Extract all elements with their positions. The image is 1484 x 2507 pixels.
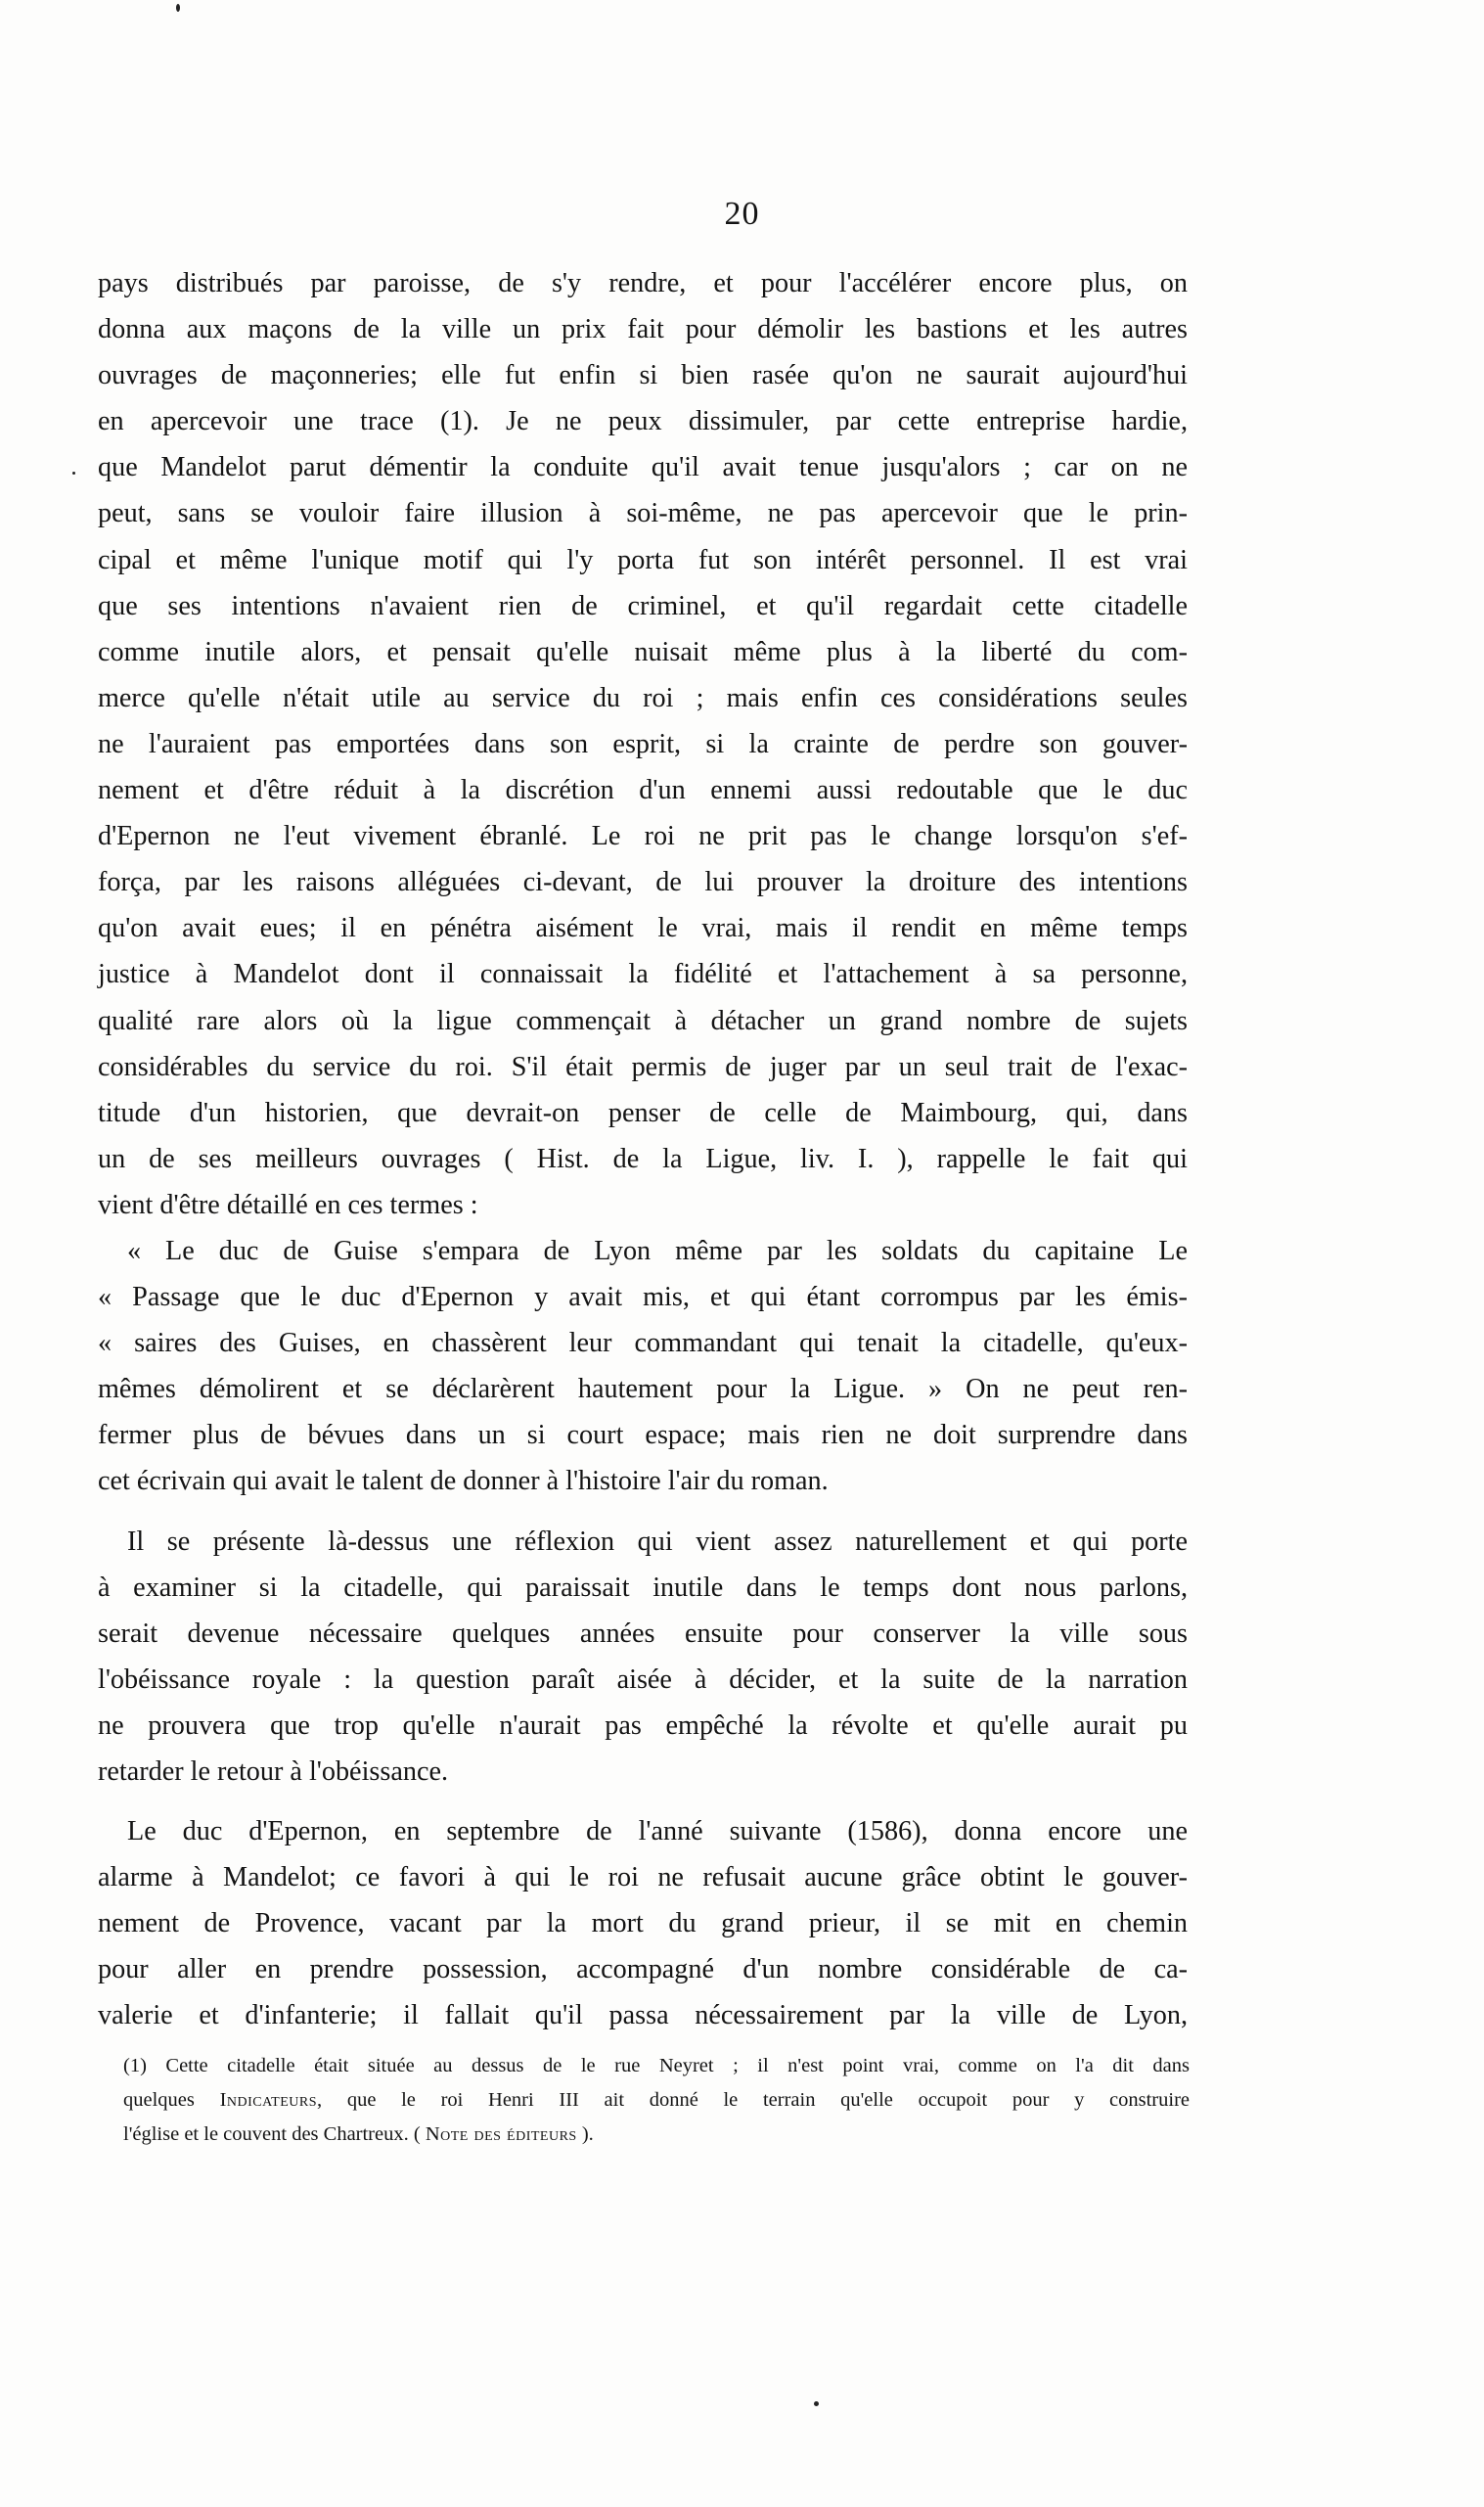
text-line: peut, sans se vouloir faire illusion à soi-même, ne pas apercevoir que le prin- bbox=[98, 498, 1188, 529]
text-line: nement de Provence, vacant par la mort du grand prieur, il se mit en chemin bbox=[98, 1908, 1188, 1939]
footnote bbox=[123, 2049, 1190, 2152]
text-line: alarme à Mandelot; ce favori à qui le roi ne refusait aucune grâce obtint le gouver- bbox=[98, 1862, 1188, 1893]
text-line: à examiner si la citadelle, qui paraissait inutile dans le temps dont nous parlons, bbox=[98, 1572, 1188, 1603]
text-line: vient d'être détaillé en ces termes : bbox=[98, 1189, 478, 1220]
text-line: Il se présente là-dessus une réflexion qui vient assez naturellement et qui porte bbox=[127, 1526, 1188, 1557]
paragraph-gap bbox=[98, 1505, 1188, 1519]
text-line: titude d'un historien, que devrait-on penser de celle de Maimbourg, qui, dans bbox=[98, 1097, 1188, 1128]
text-line: un de ses meilleurs ouvrages ( Hist. de la Ligue, liv. I. ), rappelle le fait qui bbox=[98, 1143, 1188, 1174]
footnote-text: quelques bbox=[123, 2089, 220, 2111]
footnote-text: ). bbox=[576, 2123, 594, 2145]
paragraph-gap bbox=[98, 1795, 1188, 1808]
text-line: valerie et d'infanterie; il fallait qu'il passa nécessairement par la ville de Lyon, bbox=[98, 2000, 1188, 2031]
page-number: 20 bbox=[724, 196, 760, 232]
text-line: fermer plus de bévues dans un si court espace; mais rien ne doit surprendre dans bbox=[98, 1420, 1188, 1451]
text-line: qu'on avait eues; il en pénétra aisément le vrai, mais il rendit en même temps bbox=[98, 913, 1188, 944]
text-line: pour aller en prendre possession, accompagné d'un nombre considérable de ca- bbox=[98, 1954, 1188, 1985]
text-line: nement et d'être réduit à la discrétion d'un ennemi aussi redoutable que le duc bbox=[98, 775, 1188, 806]
quote-line: « saires des Guises, en chassèrent leur commandant qui tenait la citadelle, qu'eux- bbox=[98, 1328, 1188, 1359]
text-line: considérables du service du roi. S'il était permis de juger par un seul trait de l'exac- bbox=[98, 1051, 1188, 1082]
text-line: l'obéissance royale : la question paraît aisée à décider, et la suite de la narration bbox=[98, 1664, 1188, 1695]
scan-speck bbox=[176, 4, 180, 12]
text-line: força, par les raisons alléguées ci-devant, de lui prouver la droiture des intentions bbox=[98, 867, 1188, 898]
footnote-text: , que le roi Henri III ait donné le terrain qu'elle occupoit pour y construire bbox=[317, 2089, 1190, 2111]
text-line: justice à Mandelot dont il connaissait la fidélité et l'attachement à sa personne, bbox=[98, 959, 1188, 990]
footnote-line bbox=[123, 2118, 1190, 2152]
scan-speck bbox=[814, 2401, 819, 2406]
text-line: que ses intentions n'avaient rien de criminel, et qu'il regardait cette citadelle bbox=[98, 590, 1188, 621]
body-text bbox=[98, 260, 1188, 2039]
footnote-smallcaps: Note des éditeurs bbox=[425, 2123, 577, 2145]
text-line: ne l'auraient pas emportées dans son esprit, si la crainte de perdre son gouver- bbox=[98, 728, 1188, 759]
text-line: retarder le retour à l'obéissance. bbox=[98, 1756, 449, 1787]
text-line: d'Epernon ne l'eut vivement ébranlé. Le roi ne prit pas le change lorsqu'on s'ef- bbox=[98, 821, 1188, 852]
text-line: serait devenue nécessaire quelques années ensuite pour conserver la ville sous bbox=[98, 1618, 1188, 1649]
text-line: donna aux maçons de la ville un prix fait pour démolir les bastions et les autres bbox=[98, 314, 1188, 345]
text-line: cipal et même l'unique motif qui l'y porta fut son intérêt personnel. Il est vrai bbox=[98, 544, 1188, 575]
text-line: en apercevoir une trace (1). Je ne peux dissimuler, par cette entreprise hardie, bbox=[98, 406, 1188, 437]
quote-line: « Passage que le duc d'Epernon y avait mis, et qui étant corrompus par les émis- bbox=[98, 1282, 1188, 1313]
footnote-smallcaps: Indicateurs bbox=[219, 2089, 318, 2111]
footnote-text: l'église et le couvent des Chartreux. ( bbox=[123, 2123, 426, 2145]
text-line: comme inutile alors, et pensait qu'elle nuisait même plus à la liberté du com- bbox=[98, 636, 1188, 667]
footnote-line: (1) Cette citadelle était située au dessus de le rue Neyret ; il n'est point vrai, comme on l'a dit dans bbox=[123, 2055, 1190, 2076]
scan-speck bbox=[72, 472, 75, 475]
quote-line: « Le duc de Guise s'empara de Lyon même par les soldats du capitaine Le bbox=[127, 1235, 1188, 1266]
text-line: qualité rare alors où la ligue commençait à détacher un grand nombre de sujets bbox=[98, 1005, 1188, 1036]
text-line: ouvrages de maçonneries; elle fut enfin si bien rasée qu'on ne saurait aujourd'hui bbox=[98, 360, 1188, 391]
text-line: ne prouvera que trop qu'elle n'aurait pas empêché la révolte et qu'elle aurait pu bbox=[98, 1709, 1188, 1741]
text-line: que Mandelot parut démentir la conduite qu'il avait tenue jusqu'alors ; car on ne bbox=[98, 452, 1188, 483]
text-line: cet écrivain qui avait le talent de donner à l'histoire l'air du roman. bbox=[98, 1466, 829, 1497]
text-line: Le duc d'Epernon, en septembre de l'anné suivante (1586), donna encore une bbox=[127, 1816, 1188, 1847]
text-line: merce qu'elle n'était utile au service du roi ; mais enfin ces considérations seules bbox=[98, 682, 1188, 713]
footnote-line bbox=[123, 2083, 1190, 2118]
text-line: pays distribués par paroisse, de s'y rendre, et pour l'accélérer encore plus, on bbox=[98, 268, 1188, 298]
text-line: mêmes démolirent et se déclarèrent hautement pour la Ligue. » On ne peut ren- bbox=[98, 1374, 1188, 1405]
